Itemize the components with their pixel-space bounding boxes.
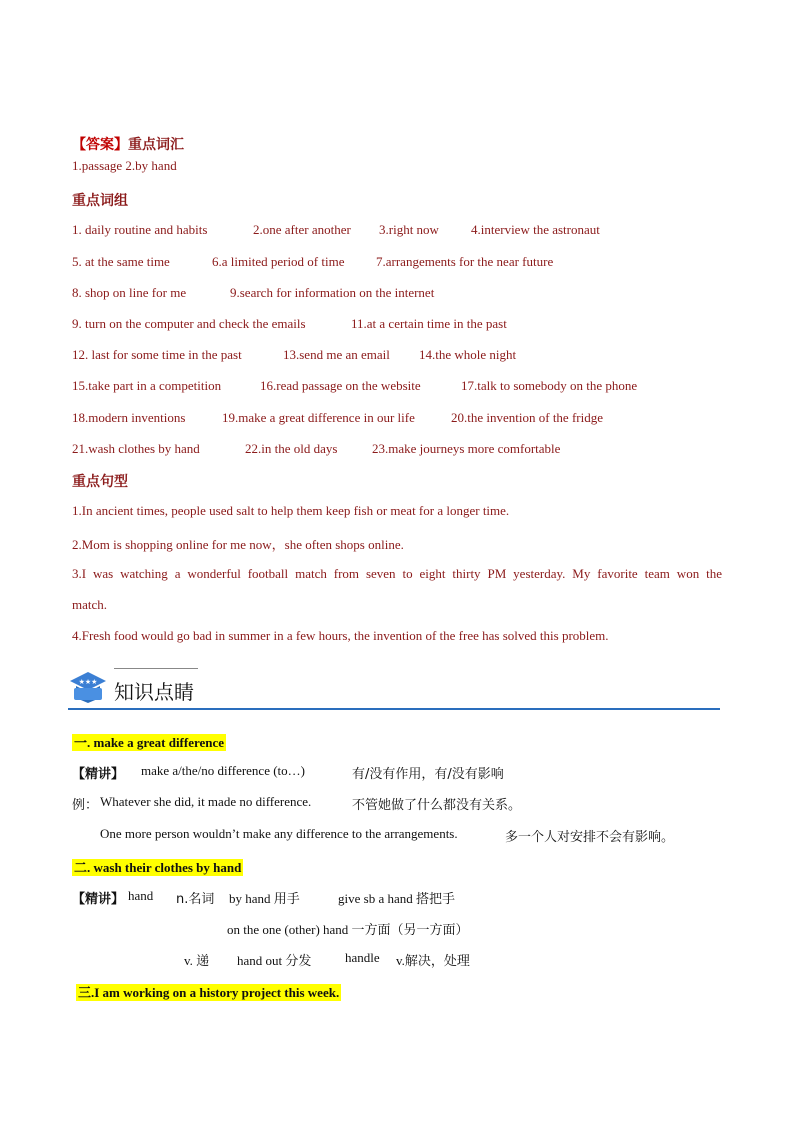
graduation-cap-icon xyxy=(68,670,108,704)
phrase: 14.the whole night xyxy=(419,347,517,362)
point-3-heading: 三.I am working on a history project this week. xyxy=(78,985,340,1000)
sentence-3-cont: match. xyxy=(72,597,108,612)
phrase: 12. last for some time in the past xyxy=(72,347,242,362)
vocab-list: 1.passage 2.by hand xyxy=(72,158,177,173)
hand-verb: v. 递 xyxy=(184,953,210,968)
phrase: 19.make a great difference in our life xyxy=(222,410,415,425)
sentence-2: 2.Mom is shopping online for me now，she often shops online. xyxy=(72,537,404,552)
point-2-explain: 【精讲】 xyxy=(72,892,125,907)
header-top-rule xyxy=(114,668,198,669)
example-2-cn: 多一个人对安排不会有影响。 xyxy=(505,830,675,845)
knowledge-title: 知识点睛 xyxy=(114,680,194,704)
example-label: 例： xyxy=(72,798,99,813)
answer-bracket: 【答案】 xyxy=(72,137,128,153)
point-1-explain-cn: 有/没有作用，有/没有影响 xyxy=(352,767,504,782)
phrase: 20.the invention of the fridge xyxy=(451,410,603,425)
phrase: 13.send me an email xyxy=(283,347,390,362)
phrases-title: 重点词组 xyxy=(72,193,128,209)
sentence-3: 3.I was watching a wonderful football match from seven to eight thirty PM yesterday. My favorite team won the xyxy=(72,566,722,581)
point-1-explain-text: make a/the/no difference (to…) xyxy=(141,763,305,778)
example-2: One more person wouldn’t make any difference to the arrangements. xyxy=(100,826,458,841)
give-sb-a-hand: give sb a hand 搭把手 xyxy=(338,891,455,906)
handle-meaning: v.解决，处理 xyxy=(396,953,470,968)
phrase: 3.right now xyxy=(379,222,439,237)
phrase: 9. turn on the computer and check the emails xyxy=(72,316,306,331)
knowledge-header xyxy=(68,666,720,712)
hand-word: hand xyxy=(128,888,154,903)
answer-header xyxy=(72,134,184,154)
phrase: 15.take part in a competition xyxy=(72,378,222,393)
phrase: 6.a limited period of time xyxy=(212,254,345,269)
point-1-explain: 【精讲】 xyxy=(72,767,125,782)
header-underline xyxy=(68,708,720,710)
on-the-one-hand: on the one (other) hand 一方面（另一方面） xyxy=(227,922,469,937)
phrase: 2.one after another xyxy=(253,222,351,237)
phrase: 7.arrangements for the near future xyxy=(376,254,554,269)
phrase: 9.search for information on the internet xyxy=(230,285,435,300)
phrase: 16.read passage on the website xyxy=(260,378,421,393)
point-1-heading: 一. make a great difference xyxy=(74,735,225,750)
vocab-title: 重点词汇 xyxy=(128,137,184,153)
phrase: 11.at a certain time in the past xyxy=(351,316,507,331)
phrase: 22.in the old days xyxy=(245,441,338,456)
by-hand: by hand 用手 xyxy=(229,891,300,906)
phrase: 18.modern inventions xyxy=(72,410,186,425)
phrase: 17.talk to somebody on the phone xyxy=(461,378,638,393)
svg-text:★★★: ★★★ xyxy=(78,678,98,686)
sentence-1: 1.In ancient times, people used salt to help them keep fish or meat for a longer time. xyxy=(72,503,510,518)
hand-out: hand out 分发 xyxy=(237,953,312,968)
phrase: 1. daily routine and habits xyxy=(72,222,208,237)
example-1: Whatever she did, it made no difference. xyxy=(100,794,312,809)
phrase: 21.wash clothes by hand xyxy=(72,441,200,456)
hand-pos: n.名词 xyxy=(176,892,215,907)
sentence-4: 4.Fresh food would go bad in summer in a few hours, the invention of the free has solved this problem. xyxy=(72,628,609,643)
handle-word: handle xyxy=(345,950,380,965)
example-1-cn: 不管她做了什么都没有关系。 xyxy=(352,798,522,813)
sentences-title: 重点句型 xyxy=(72,474,128,490)
phrase: 8. shop on line for me xyxy=(72,285,187,300)
phrase: 23.make journeys more comfortable xyxy=(372,441,561,456)
point-2-heading: 二. wash their clothes by hand xyxy=(74,860,242,875)
phrase: 4.interview the astronaut xyxy=(471,222,600,237)
phrase: 5. at the same time xyxy=(72,254,170,269)
